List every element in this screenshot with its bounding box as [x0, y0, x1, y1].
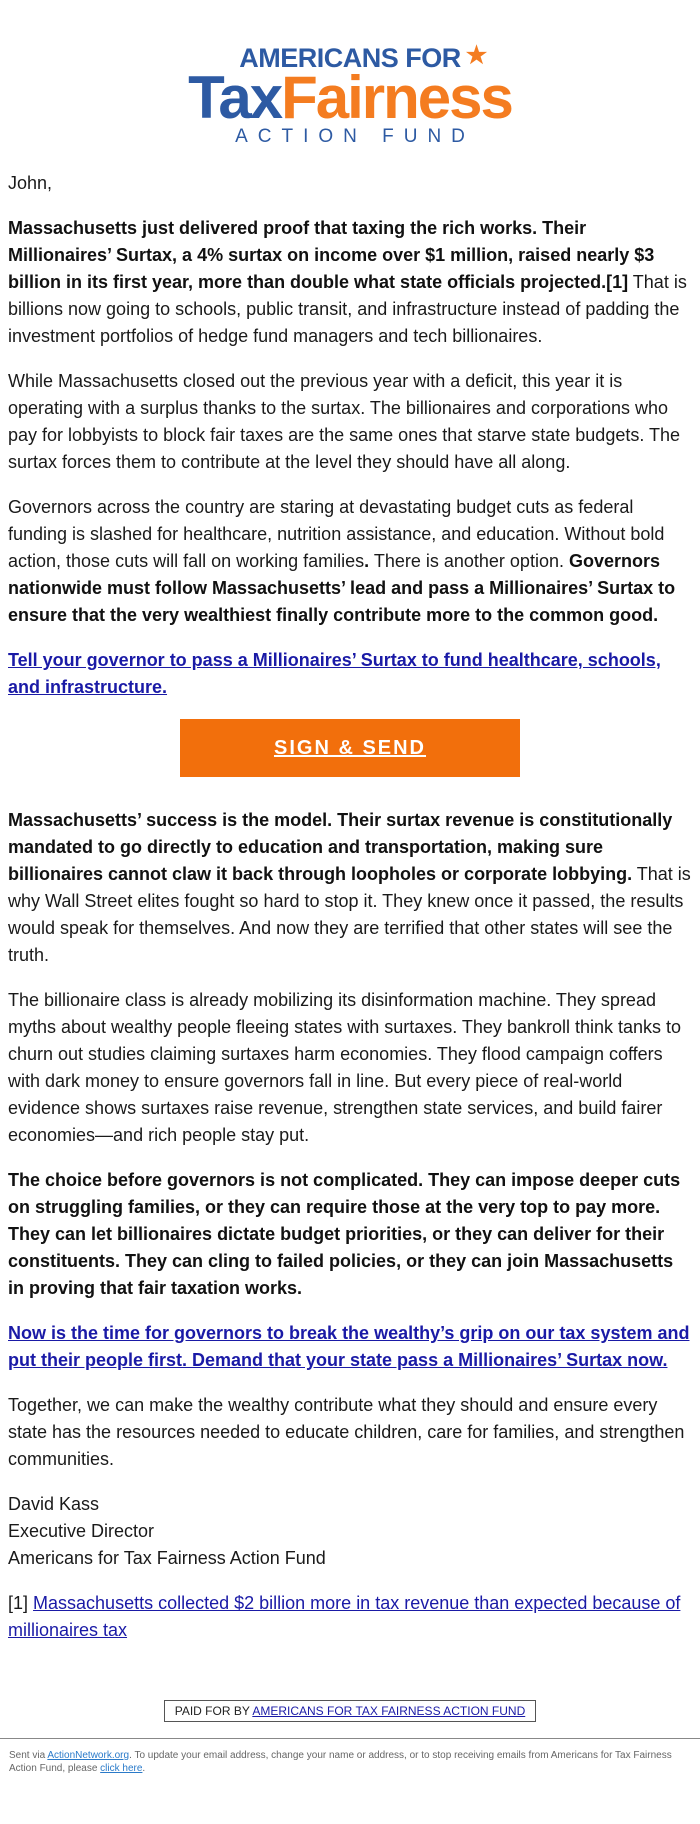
paragraph-3 [8, 494, 692, 629]
paragraph-2: While Massachusetts closed out the previous year with a deficit, this year it is operating with a surplus thanks to the surtax. The billionaires and corporations who pay for lobbyists to block fair taxes are the same ones that starve state budgets. The surtax forces them to contribute at the level they should have all along. [8, 371, 681, 472]
logo-fairness: Fairness [281, 64, 512, 131]
paragraph-3-bold: Governors nationwide must follow Massachusetts’ lead and pass a Millionaires’ Surtax to ensure that the very wealthiest finally contribute more to the common good. [8, 551, 676, 625]
footnote-marker: [1] [8, 1593, 29, 1613]
paragraph-4-bold: Massachusetts’ success is the model. Their surtax revenue is constitutionally mandated to go directly to education and transportation, making sure billionaires cannot claw it back through loopholes or corporate lobbying. [8, 810, 673, 884]
footer [0, 1738, 700, 1775]
cta-paragraph-1 [8, 647, 692, 701]
paragraph-6 [8, 1167, 692, 1302]
paid-for-by-prefix: PAID FOR BY [174, 1704, 253, 1718]
signature-org: Americans for Tax Fairness Action Fund [8, 1548, 326, 1568]
cta-paragraph-2 [8, 1320, 692, 1374]
paid-for-by [8, 1700, 692, 1722]
unsubscribe-link[interactable]: click here [100, 1763, 143, 1774]
signature-title: Executive Director [8, 1521, 155, 1541]
signature [8, 1491, 692, 1572]
paid-for-by-box [164, 1700, 537, 1722]
paragraph-4-rest: That is why Wall Street elites fought so hard to stop it. They knew once it passed, the results would speak for themselves. And now they are terrified that other states will see the truth. [8, 864, 691, 965]
paragraph-6-bold: The choice before governors is not complicated. They can impose deeper cuts on struggling families, or they can require those at the very top to pay more. They can let billionaires dictate budget priorities, or they can deliver for their constituents. They can cling to failed policies, or they can join Massachusetts in proving that fair taxation works. [8, 1170, 681, 1298]
paragraph-7: Together, we can make the wealthy contribute what they should and ensure every state has the resources needed to educate children, care for families, and strengthen communities. [8, 1395, 685, 1469]
email-body [0, 170, 700, 1722]
paragraph-3-mid: There is another option. [369, 551, 569, 571]
logo-top-label: AMERICANS FOR [239, 43, 461, 73]
footnote [8, 1590, 692, 1644]
sign-and-send-button[interactable]: SIGN & SEND [180, 719, 520, 777]
paragraph-1-rest: That is billions now going to schools, public transit, and infrastructure instead of padding the investment portfolios of hedge fund managers and tech billionaires. [8, 272, 687, 346]
logo-top-text [239, 42, 487, 73]
footer-sent-via: Sent via [9, 1750, 48, 1761]
star-icon: ★ [465, 42, 487, 69]
signature-name: David Kass [8, 1494, 100, 1514]
greeting: John, [8, 173, 53, 193]
paragraph-5: The billionaire class is already mobilizing its disinformation machine. They spread myths about wealthy people fleeing states with surtaxes. They bankroll think tanks to churn out studies claiming surtaxes harm economies. They flood campaign coffers with dark money to ensure governors fall in line. But every piece of real-world evidence shows surtaxes raise revenue, strengthen state services, and build fairer economies—and rich people stay put. [8, 990, 682, 1145]
logo-tax: Tax [188, 64, 282, 131]
action-network-link[interactable]: ActionNetwork.org [47, 1750, 130, 1761]
logo-subtitle: ACTION FUND [235, 126, 475, 147]
button-wrapper [8, 719, 692, 777]
paid-for-by-link[interactable]: AMERICANS FOR TAX FAIRNESS ACTION FUND [252, 1704, 526, 1718]
paragraph-1-bold: Massachusetts just delivered proof that taxing the rich works. Their Millionaires’ Surtax, a 4% surtax on income over $1 million, raised nearly $3 billion in its first year, more than double what state officials projected.[1] [8, 218, 655, 292]
logo [0, 0, 700, 150]
cta-link-1[interactable]: Tell your governor to pass a Millionaires’ Surtax to fund healthcare, schools, and infrastructure. [8, 650, 661, 697]
paragraph-3-start: Governors across the country are staring at devastating budget cuts as federal funding is slashed for healthcare, nutrition assistance, and education. Without bold action, those cuts will fall on working families [8, 497, 665, 571]
footer-end: . [142, 1763, 146, 1774]
paragraph-3-dot: . [364, 551, 370, 571]
footer-text: . To update your email address, change your name or address, or to stop receiving emails from Americans for Tax Fairness Action Fund, please [9, 1750, 672, 1774]
paragraph-4 [8, 807, 692, 969]
paragraph-1 [8, 215, 692, 350]
footnote-link[interactable]: Massachusetts collected $2 billion more in tax revenue than expected because of millionaires tax [8, 1593, 681, 1640]
logo-main-text [0, 64, 700, 131]
cta-link-2[interactable]: Now is the time for governors to break the wealthy’s grip on our tax system and put their people first. Demand that your state pass a Millionaires’ Surtax now. [8, 1323, 690, 1370]
